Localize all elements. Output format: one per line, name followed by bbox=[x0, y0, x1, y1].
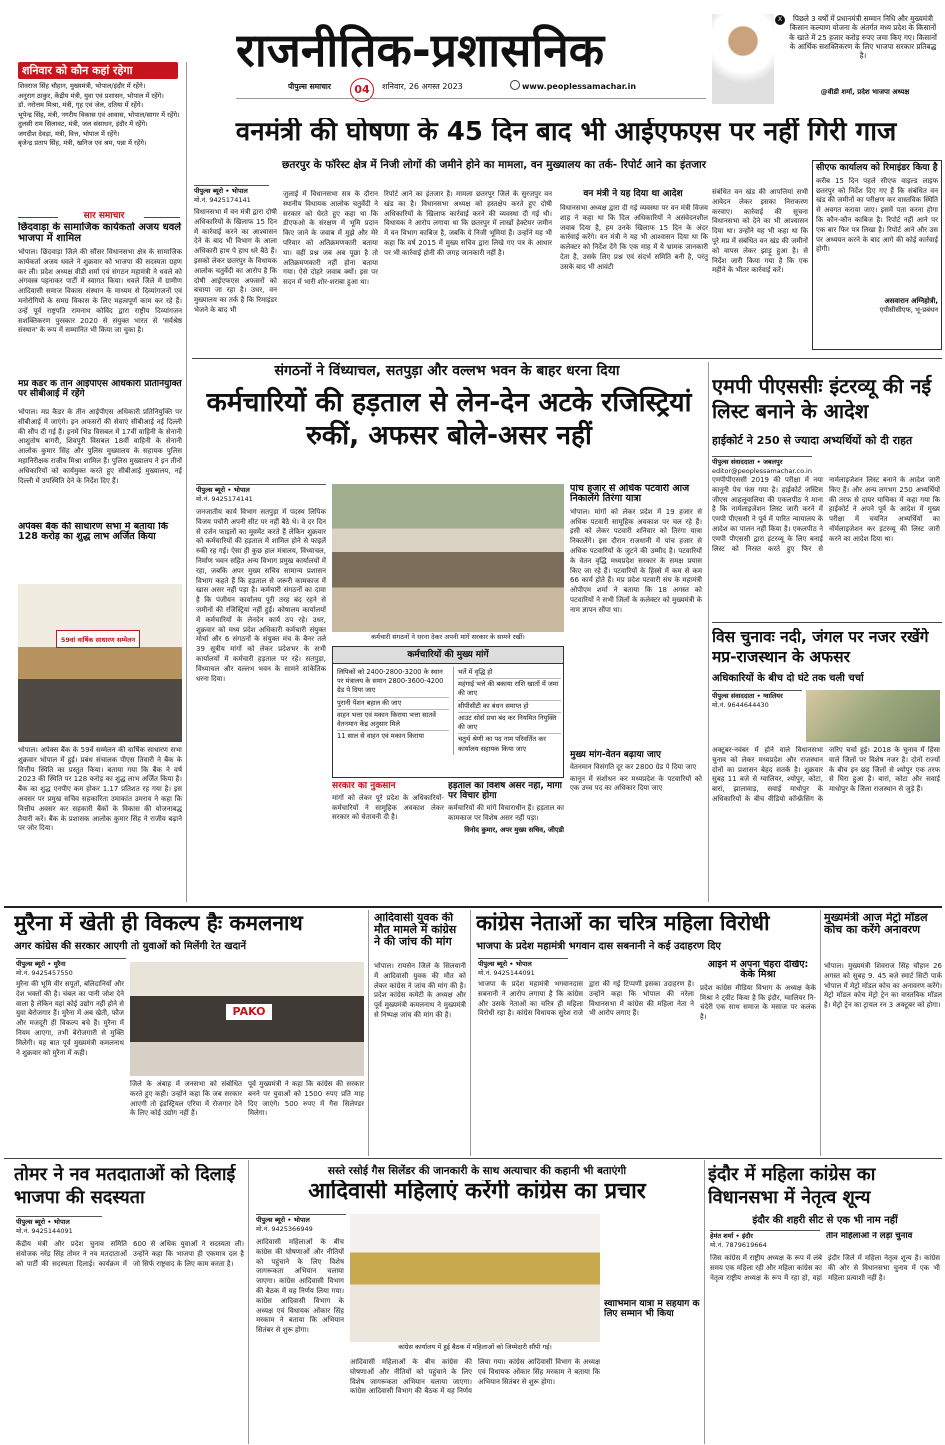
byline: पीपुल्स ब्यूरो • भोपाल मो.नं. 9425144091 bbox=[16, 1216, 102, 1236]
strike-kicker: संगठनों ने विंध्याचल, सतपुड़ा और वल्लभ भवन के बाहर धरना दिया bbox=[274, 363, 620, 379]
avatar bbox=[712, 14, 774, 104]
strike-photo bbox=[332, 484, 564, 632]
cf-box-headline: सीएफ कार्यालय को रिमाइंडर किया है bbox=[816, 163, 938, 173]
metro-body: भोपाल। मुख्यमंत्री शिवराज सिंह चौहान 26 अगस्त को सुबह 9. 45 बजे स्मार्ट सिटी पार्क भोपाल में मेट्रो मॉडल कोच का अनावरण करेंगे। मेट्रो मॉडल कोच मेट्रो ट्रेन का वास्तविक मॉडल है। मेट्रो ट्रेन का ट्रायल रन 3 अक्टूबर को होगा। bbox=[824, 962, 942, 1010]
kamalnath-col-1: मुरैना की भूमि वीर सपूतों, बलिदानियों और देश भक्तों की है। चंबल का पानी जोश देने वाला है लेकिन यहां कोई उद्योग नहीं होने से युवा बेरोजगार हैं। मुरैना में अब खेती, फौज और मजदूरी ही विकल्प बचे हैं। मुरैना में नियम आएगा, तभी बेरोजगारी से मुक्ति मिलेगी। यह बात पूर्व मुख्यमंत्री कमलनाथ ने शुक्रवार को मुरैना में कही। bbox=[16, 980, 124, 1057]
cf-box-sign: एपीसीसीएफ, भू-प्रबंधन bbox=[879, 306, 938, 315]
kamalnath-headline: मुरैना में खेती ही विकल्प हैः कमलनाथ bbox=[14, 912, 303, 935]
election-subhead: अधिकारियों के बीच दो घंटे तक चली चर्चा bbox=[712, 673, 864, 684]
masthead-quote: पिछले 3 वर्षों में प्रधानमंत्री सम्मान निधि और मुख्यमंत्री किसान कल्याण योजना के अंतर्गत मध्य प्रदेश के किसानों के खाते में 25 हजार करोड़ रुपए जमा किए गए। किसानों के आर्थिक सशक्तिकरण के लिए भाजपा सरकार प्रतिबद्ध है। bbox=[789, 14, 937, 61]
list-item: भर्ते में वृद्धि हो bbox=[458, 667, 561, 679]
byline: पीपुल्स संवाददाता • ग्वालियर मो.नं. 9644644430 bbox=[712, 690, 802, 710]
list-item: महंगाई भत्ते की बकाया राशि खातों में जमा की जाए bbox=[458, 679, 561, 700]
schedule-item: शिवराज सिंह चौहान, मुख्यमंत्री, भोपाल/इंदौर में रहेंगे। bbox=[18, 82, 146, 90]
lead-col-1: विधानसभा में वन मंत्री द्वारा दोषी अधिकारियों के खिलाफ 15 दिन में कार्रवाई करने का आश्वासन देने के बाद भी विभाग के आला अधिकारी हाथ पे हाथ धरे बैठे हैं। इसको लेकर छतरपुर के विधायक आलोक चतुर्वेदी का आरोप है कि दोषी आईएफएस अफसरों को बचाया जा रहा है। उधर, वन मुख्यालय का तर्क है कि रिमाइंडर भेजने के बाद भी bbox=[194, 208, 277, 314]
lead-subhead: छतरपुर के फॉरेस्ट क्षेत्र में निजी लोगों की जमीने होने का मामला, वन मुख्यालय का तर्क- रिपोर्ट आने का इंतजार bbox=[281, 159, 707, 171]
indore-subhead-2: तीन महिलाओं ने लड़ा चुनाव bbox=[826, 1232, 913, 1241]
patwari-body: भोपाल। मांगों को लेकर प्रदेश में 19 हजार से अधिक पटवारी सामूहिक अवकाश पर चल रहे हैं। इसी को लेकर पटवारी शनिवार को तिरंगा यात्रा निकालेंगे। इस दौरान राजधानी में पांच हजार से अधिक पटवारियों के जुटने की उम्मीद है। पटवारियों के वेतन वृद्धि मध्यप्रदेश सरकार के समक्ष प्रयास किए जा रहे हैं। पटवारियों के हिस्से में कम से कम 66 कार्य होते हैं। मप्र प्रदेश पटवारी संघ के महामंत्री ओपीएम शर्मा ने बताया कि 18 अगस्त को पटवारियों ने सभी जिलों के कलेक्टर को मुख्यमंत्री के नाम ज्ञापन सौंपा था। bbox=[570, 507, 702, 614]
list-item: आउट सोर्स प्रथा बंद कर नियमित नियुक्ति की जाए bbox=[458, 713, 561, 734]
lead-subheading: वन मंत्री ने यह दिया था आदेश bbox=[583, 189, 683, 199]
story-headline: मप्र कैडर के तीन आईपीएस अधिकारी प्रतिनियुक्ति पर सीबीआई में रहेंगे bbox=[18, 380, 182, 399]
list-item: कानून में संशोधन कर मध्यप्रदेश के पटवारियों को एक उच्च पद का अधिकार दिया जाए bbox=[570, 774, 702, 793]
adivasi-kicker: सस्ते रसोई गैस सिलेंडर की जानकारी के साथ अत्याचार की कहानी भी बताएंगी bbox=[327, 1165, 627, 1177]
lead-headline: वनमंत्री की घोषणा के 45 दिन बाद भी आईएफएस पर नहीं गिरी गाज bbox=[235, 118, 897, 147]
demands-title: कर्मचारियों की मुख्य मांगें bbox=[333, 647, 563, 664]
quote-author: @वीडी शर्मा, प्रदेश भाजपा अध्यक्ष bbox=[820, 88, 910, 96]
special-headline: हड़ताल का विशेष असर नहीं, मांगों पर विचार होगा bbox=[448, 782, 563, 801]
indore-body: जिस कांग्रेस में राष्ट्रीय अध्यक्ष के रूप में लंबे समय एक महिला रही और महिला कांग्रेस का नेतृत्व राष्ट्रीय अध्यक्ष के रूप में रहा हो, वहां इंदौर जिले में महिला नेतृत्व शून्य है। कांग्रेस की ओर से विधानसभा चुनाव में एक भी महिला प्रत्याशी नहीं है। bbox=[710, 1254, 940, 1282]
map-photo bbox=[806, 690, 940, 742]
adivasi-body-2: आदिवासी महिलाओं के बीच कांग्रेस की घोषणाओं और नीतियों को पहुंचाने के लिए विशेष जागरूकता अभियान चलाया जाएगा। कांग्रेस आदिवासी विभाग की बैठक में यह निर्णय लिया गया। कांग्रेस आदिवासी विभाग के अध्यक्ष एवं विधायक ओंकार सिंह मरकाम ने बताया कि अभियान सितंबर से शुरू होगा। bbox=[350, 1358, 600, 1396]
tomar-headline: तोमर ने नव मतदाताओं को दिलाई भाजपा की सदस्यता bbox=[14, 1164, 236, 1208]
schedule-item: डॉ. नरोत्तम मिश्रा, मंत्री, गृह एवं जेल, दतिया में रहेंगे। bbox=[18, 101, 144, 110]
story-headline: छिंदवाड़ा के सामाजिक कार्यकर्ता अजय धवले भाजपा में शामिल bbox=[18, 222, 182, 244]
list-item: वेतनमान विसंगति दूर कर 2800 ग्रेड पे दिया जाए bbox=[570, 762, 697, 771]
lead-col-3: रिपोर्ट आने का इंतजार है। मामला छतरपुर जिले के सुरजपुर वन खंड का है। विधानसभा अध्यक्ष को हस्तक्षेप करते हुए दोषी अधिकारियों के खिलाफ कार्रवाई करने की व्यवस्था दी गई थी। विधायक ने आरोप लगाया था कि छतरपुर में लाखों हेक्टेयर जमीन में वन विभाग काबिज है, जबकि ये निजी भूमियां हैं। उन्होंने यह भी कहा कि वर्ष 2015 में मुख्य सचिव द्वारा लिखे गए पत्र के आधार पर भी कार्रवाई होनी की जगह जानकारी नहीं है। bbox=[384, 190, 552, 257]
lead-col-4: विधानसभा अध्यक्ष द्वारा दी गई व्यवस्था पर वन मंत्री विजय शाह ने कहा था कि दिल अधिकारियों ने असंवेदनशील जवाब दिया है, हम उनके खिलाफ 15 दिन के अंदर कार्रवाई करेंगे। वन मंत्री ने यह भी आश्वासन दिया था कि कलेक्टर को निर्देश देंगे कि एक माह में ये भ्रामक जानकारी देता है, उसके लिए प्रश्न एवं संदर्भ समिति बनी है, परंतु उसके बाद भी आवंटी bbox=[560, 204, 708, 271]
byline: पीपुल्स ब्यूरो • भोपाल मो.नं. 9425174141 bbox=[194, 185, 269, 205]
saar-title: सार समाचार bbox=[83, 211, 125, 221]
demands-right bbox=[453, 667, 561, 755]
byline: पीपुल्स ब्यूरो • भोपाल मो.नं. 9425174141 bbox=[196, 484, 326, 504]
election-headline: विस चुनावः नदी, जंगल पर नजर रखेंगे मप्र-राजस्थान के अफसर bbox=[712, 628, 929, 666]
section-title: राजनीतिक-प्रशासनिक bbox=[236, 23, 605, 77]
story-body: भोपाल। छिंदवाड़ा जिले की सौंसर विधानसभा क्षेत्र के सामाजिक कार्यकर्ता अजय धवले ने शुक्रवार को भाजपा की सदस्यता ग्रहण कर ली। प्रदेश अध्यक्ष वीडी शर्मा एवं संगठन महामंत्री ने धवले को अंगवस्त्र पहनाकर पार्टी में स्वागत किया। धवले जिले में ग्रामीण आदिवासी समाज विकास संस्थान के माध्यम से दिव्यांगजनों एवं मनोरोगियों के समग्र विकास के लिए महत्वपूर्ण काम कर रहे हैं। उन्हें पूर्व राष्ट्रपति रामनाथ कोविंद द्वारा राष्ट्रीय दिव्यांगजन सशक्तिकरण पुरस्कार 2020 से संयुक्त भारत से 'सर्वश्रेष्ठ संस्थान' के रूप में सम्मानित भी किया जा चुका है। bbox=[18, 248, 182, 335]
list-item: पुरानी पेंशन बहाल की जाए bbox=[337, 698, 449, 710]
women-congress-headline: कांग्रेस नेताओं का चरित्र महिला विरोधी bbox=[476, 912, 770, 935]
cf-box-body: करीब 15 दिन पहले सीएफ वाइल्ड लाइफ छतरपुर को निर्देश दिए गए हैं कि संबंधित वन खंड की जमीनों का परीक्षण कर वास्तविक स्थिति से अवगत कराया जाए। इसमें पता करना होगा कि कौन-कौन काबिज है। रिपोर्ट नहीं आने पर एक बार फिर पत्र लिखा है। रिपोर्ट आने और उस पर अध्ययन करने के बाद आगे की कोई कार्रवाई होगी। bbox=[816, 176, 938, 254]
schedule-item: भूपेन्द्र सिंह, मंत्री, नगरीय विकास एवं आवास, भोपाल/सागर में रहेंगे। bbox=[18, 110, 180, 119]
kamalnath-col-2: जिले के अंबाह में जनसभा को संबोधित करते हुए कही। उन्होंने कहा कि जब सरकार आएगी तो इंडस्ट्रियल एरिया में रोजगार देने के लिए कोई उद्योग नहीं हैं। bbox=[130, 1080, 242, 1118]
list-item: वाहन भत्ता एवं मकान किराया भत्ता सातवें वेतनमान केंद्र अनुसार मिले bbox=[337, 710, 449, 731]
story-headline: अपेक्स बैंक की साधारण सभा में बताया कि 128 करोड़ का शुद्ध लाभ अर्जित किया bbox=[18, 522, 169, 543]
x-logo-icon: X bbox=[775, 15, 785, 25]
adivasi-body: आदिवासी महिलाओं के बीच कांग्रेस की घोषणाओं और नीतियों को पहुंचाने के लिए विशेष जागरूकता अभियान चलाया जाएगा। कांग्रेस आदिवासी विभाग की बैठक में यह निर्णय लिया गया। कांग्रेस आदिवासी विभाग के अध्यक्ष एवं विधायक ओंकार सिंह मरकाम ने बताया कि अभियान सितंबर से शुरू होगा। bbox=[256, 1238, 344, 1335]
story-body: भोपाल। अपेक्स बैंक के 59वें सम्मेलन की वार्षिक साधारण सभा शुक्रवार भोपाल में हुई। प्रबंध संचालक पीएस तिवारी ने बैंक के वित्तीय स्थिति का प्रस्तुत किया। बताया गया कि बैंक ने वर्ष 2023 की स्थिति पर 128 करोड़ का शुद्ध लाभ अर्जित किया है। बैंक का शुद्ध एनपीए कम होकर 1.17 प्रतिशत रह गया है। इस अवसर पर प्रमुख सचिव सहकारिता उमाकांत उमराव ने कहा कि वित्तीय अवसर कर सहकारी बैंकों के विकास की योजनाबद्ध तैयारी करें। बैंक के प्रशासक आलोक कुमार सिंह ने राजीव बढ़ाने पर जोर दिया। bbox=[18, 746, 182, 833]
photo-caption: कांग्रेस कार्यालय में हुई बैठक में महिलाओं को जिम्मेदारी सौंपी गई। bbox=[398, 1343, 552, 1351]
schedule-item: अनुराग ठाकुर, केंद्रीय मंत्री, युवा एवं प्रशासन, भोपाल में रहेंगे। bbox=[18, 91, 164, 100]
tribal-headline: आदिवासी युवक की मौत मामले में कांग्रेस ने की जांच की मांग bbox=[374, 912, 457, 949]
list-item: चतुर्थ श्रेणी का पद नाम परिवर्तित कर कार्यालय सहायक किया जाए bbox=[458, 735, 547, 753]
schedule-item: जगदीश देवड़ा, मंत्री, वित्त, भोपाल में रहेंगे। bbox=[18, 129, 120, 138]
tomar-body: केंद्रीय मंत्री और प्रदेश चुनाव समिति संयोजक नरेंद्र सिंह तोमर ने नव मतदाताओं को पार्टी की सदस्यता दिलाई। कार्यक्रम में 600 से अधिक युवाओं ने सदस्यता ली। उन्होंने कहा कि भाजपा ही एकमात्र दल है जो सिर्फ राष्ट्रवाद के लिए काम करता है। bbox=[16, 1240, 244, 1268]
photo-banner: 59वां वार्षिक साधारण सम्मेलन bbox=[56, 630, 140, 648]
left-column bbox=[4, 62, 184, 932]
schedule-title: शनिवार को कौन कहां रहेगा bbox=[18, 62, 178, 79]
lead-col-5: संबंधित वन खंड की आपत्तियां सभी आवेदन लेकर इसका निराकरण करवाए। कार्रवाई की सूचना विधानसभा को देने का भी आश्वासन दिया था। उन्होंने यह भी कहा था कि पूरे मप्र में संबंधित वन खंड की जमीनों को वापस लेकर झाड़ू हुआ है। से निर्देश जारी किया गया है कि एक महीने के भीतर कार्रवाई करें। bbox=[712, 188, 808, 275]
patwari-story bbox=[570, 484, 702, 904]
masthead-url[interactable]: www.peoplessamachar.in bbox=[522, 82, 637, 91]
women-congress-body: भाजपा के प्रदेश महामंत्री भगवानदास सबनानी ने आरोप लगाया है कि कांग्रेस और उसके नेताओं का चरित्र ही महिला विरोधी रहा है। कांग्रेस विधायक सुरेश राजे द्वारा की गई टिप्पणी इसका उदाहरण है। उन्होंने कहा कि भोपाल की नरेला विधानसभा में कांग्रेस की महिला नेता ने भी आरोप लगाए हैं। bbox=[478, 980, 694, 1018]
metro-headline: मुख्यमंत्री आज मेट्रो मॉडल कोच का करेंगे अनावरण bbox=[824, 912, 928, 937]
special-body: कर्मचारियों की मांगें विचाराधीन हैं। हड़ताल का कामकाज पर विशेष असर नहीं पड़ा। bbox=[448, 803, 564, 822]
meeting-photo bbox=[350, 1214, 600, 1342]
adivasi-headline: आदिवासी महिलाएं करेंगी कांग्रेस का प्रचार bbox=[308, 1180, 646, 1204]
lead-col-2: जुलाई में विधानसभा सत्र के दौरान स्थानीय विधायक आलोक चतुर्वेदी ने सरकार को घेरते हुए कहा था कि डीएफओ के संरक्षण में भूमि प्रदान किए जाने के जवाब में मुझे और मेरे परिवार को अतिक्रमणकारी बताया था। वहीं प्रश्न जब अब पूछा है तो अतिक्रमणकारी नहीं होना बताया गया। ऐसे दोहरे जवाब क्यों। इस पर सदन में भारी शोर-शराबा हुआ था। bbox=[283, 190, 378, 287]
kamalnath-col-3: पूर्व मुख्यमंत्री ने कहा कि कांग्रेस की सरकार बनने पर युवाओं को 1500 रुपए प्रति माह दिए जाएंगे। 500 रुपए में गैस सिलेण्डर मिलेगा। bbox=[248, 1080, 364, 1118]
special-sign: विनोद कुमार, अपर मुख्य सचिव, जीएडी bbox=[464, 826, 564, 835]
byline: पीपुल्स ब्यूरो • मुरैना मो.नं. 9425457550 bbox=[16, 958, 126, 978]
schedule-item: तुलसी राम सिलावट, मंत्री, जल संसाधन, इंदौर में रहेंगे। bbox=[18, 120, 148, 129]
indore-subhead: इंदौर की शहरी सीट से एक भी नाम नहीं bbox=[752, 1215, 898, 1226]
side-headline: आइने में अपना चेहरा देखिए: केके मिश्रा bbox=[707, 960, 809, 981]
cf-box-sign: असवारान अग्निहोत्री, bbox=[884, 296, 938, 305]
byline: पीपुल्स ब्यूरो • भोपाल मो.नं. 9425366949 bbox=[256, 1214, 346, 1234]
globe-icon bbox=[510, 80, 520, 90]
loss-box bbox=[332, 782, 444, 902]
demands-left bbox=[337, 667, 449, 743]
women-congress-subhead: भाजपा के प्रदेश महामंत्री भगवान दास सबनानी ने कई उदाहरण दिए bbox=[476, 941, 721, 952]
byline: हेमंत शर्मा • इंदौर मो.नं. 7879619664 bbox=[710, 1230, 820, 1250]
list-item: 11 साल से वाहन एवं मकान किराया bbox=[337, 732, 424, 741]
page-number: 04 bbox=[350, 78, 374, 102]
cf-box bbox=[812, 160, 942, 350]
side-box bbox=[700, 960, 816, 1154]
bank-event-photo bbox=[18, 584, 182, 742]
mppsc-subhead: हाईकोर्ट ने 250 से ज्यादा अभ्यर्थियों को दी राहत bbox=[712, 434, 913, 447]
byline: पीपुल्स संवाददाता • जबलपुर editor@peoplessamachar.co.in bbox=[712, 458, 812, 475]
schedule-list bbox=[18, 82, 182, 212]
kamalnath-subhead: अगर कांग्रेस की सरकार आएगी तो युवाओं को मिलेंगी रेत खदानें bbox=[14, 941, 247, 952]
list-item: सीपीसीटी का बंधन समाप्त हो bbox=[458, 701, 561, 713]
loss-headline: सरकार को नुकसान bbox=[332, 782, 396, 791]
mppsc-body: एमपीपीएससी 2019 की परीक्षा में नया कानूनी पेच फंस गया है। हाईकोर्ट जस्टिस जीएस आहलूवालिया की एकलपीठ ने माना है कि नार्मलाइजेशन लिस्ट जारी करने में एमपी पीएससी ने पूर्व में पारित न्यायालय के आदेश का पालन नहीं किया है। एकलपीठ ने एमपी पीएससी द्वारा इंटरव्यू के लिए बनाई लिस्ट को निरस्त करते हुए फिर से नार्मलाइजेशन लिस्ट बनाने के आदेश जारी किए हैं। और अन्य लगभग 250 अभ्यर्थियों की तरफ से दायर याचिका में कहा गया कि हाईकोर्ट ने अपने पूर्व के आदेश में मुख्य परीक्षा में चयनित अभ्यर्थियों का नॉर्मलाइजेशन कर इंटरव्यू की लिस्ट जारी करने का आदेश दिया था। bbox=[712, 476, 940, 553]
mppsc-headline: एमपी पीएससीः इंटरव्यू की नई लिस्ट बनाने के आदेश bbox=[712, 374, 932, 423]
adivasi-subhead: स्वाभिमान यात्रा में सहयोग के लिए सम्मान भी किया bbox=[604, 1300, 700, 1319]
side-body: प्रदेश कांग्रेस मीडिया विभाग के अध्यक्ष केके मिश्रा ने ट्वीट किया है कि इंदौर, ग्वालियर नि-चंदेरी एक साथ समाज के मसाज पर कलंक है। bbox=[700, 983, 816, 1022]
demands-box bbox=[332, 646, 564, 778]
story-body: भोपाल। मप्र कैडर के तीन आईपीएस अधिकारी प्रतिनियुक्ति पर सीबीआई में जाएंगे। इन अफसरों की सेवाएं सीबीआई नई दिल्ली की सौंप दी गई हैं। इनमें भिंड विसबल में 17वीं वाहिनी के सेनानी आशुतोष बागरी, शिवपुरी विसबल 18वीं वाहिनी के सेनानी आलोक कुमार सिंह और पुलिस मुख्यालय के सहायक पुलिस महानिरीक्षक राजीव मिश्रा शामिल हैं। पुलिस मुख्यालय ने इन तीनों अधिकारियों को कार्यमुक्त करते हुए सीबीआई मुख्यालय, नई दिल्ली में उपस्थिति देने के निर्देश दिए हैं। bbox=[18, 408, 182, 485]
indore-headline: इंदौर में महिला कांग्रेस का विधानसभा में नेतृत्व शून्य bbox=[708, 1164, 876, 1208]
patwari-subhead: मुख्य मांग-वेतन बढ़ाया जाए bbox=[570, 749, 661, 760]
strike-headline: कर्मचारियों की हड़ताल से लेन-देन अटके रजिस्ट्रियां रुकीं, अफसर बोले-असर नहीं bbox=[206, 387, 692, 452]
loss-body: मांगों को लेकर पूरे प्रदेश के अधिकारियों-कर्मचारियों ने सामूहिक अवकाश लेकर सरकार को चेतावनी दी है। bbox=[332, 793, 444, 822]
schedule-item: बृजेन्द्र प्रताप सिंह, मंत्री, खनिज एवं श्रम, पन्ना में रहेंगे। bbox=[18, 139, 147, 148]
tribal-body: भोपाल। रायसेन जिले के सिलवानी में आदिवासी युवक की मौत को लेकर कांग्रेस ने जांच की मांग की है। प्रदेश कांग्रेस कमेटी के अध्यक्ष और पूर्व मुख्यमंत्री कमलनाथ ने मुख्यमंत्री से निष्पक्ष जांच की मांग की है। bbox=[374, 962, 466, 1019]
strike-body: जनजातीय कार्य विभाग सतपुड़ा में पदस्थ लिपिक विजय पचौरी अपनी सीट पर नहीं बैठे थे। वे दर दिन से दर्जन फाइलों का मूवमेंट करते हैं लेकिन शुक्रवार को कर्मचारियों की हड़ताल में शामिल होने से फाइलें रुकी रह गईं। ऐसा ही कुछ हाल मंत्रालय, विंध्याचल, निर्माण भवन सहित अन्य विभाग प्रमुख कार्यालयों में रहा, जबकि अपर मुख्य सचिव सामान्य प्रशासन विभाग कहते हैं कि हड़ताल से जरूरी कामकाज में खास असर नहीं पड़ा है। कर्मचारी संगठनों का दावा है कि पंजीयन कार्यालय पूरी तरह बंद रहने से जमीनों की रजिस्ट्रियां नहीं हुईं। कोषालय कार्यालयों में कर्मचारियों के लेनदेन कार्य ठप रहे। उधर, शुक्रवार को मध्य प्रदेश अधिकारी कर्मचारी संयुक्त मोर्चा और 6 संगठनों के संयुक्त मंच के बैनर तले 39 सूत्रीय मांगों को लेकर प्रदेशभर के सभी कार्यालयों में कर्मचारी हड़ताल पर रहे। सतपुड़ा, विंध्याचल और वल्लभ भवन के सामने सांकेतिक धरना दिया। bbox=[196, 508, 326, 683]
byline: पीपुल्स ब्यूरो • भोपाल मो.नं. 9425144091 bbox=[478, 958, 568, 978]
photo-tag: PAKO bbox=[226, 1004, 272, 1020]
masthead-date: शनिवार, 26 अगस्त 2023 bbox=[382, 82, 463, 91]
list-item: लिपिकों को 2400-2800-3200 के स्थान पर मंत्रालय के समान 2800-3600-4200 ग्रेड पे दिया जाए bbox=[337, 667, 449, 698]
special-box bbox=[448, 782, 564, 902]
masthead-paper: पीपुल्स समाचार bbox=[288, 82, 331, 91]
patwari-headline: पांच हजार से अधिक पटवारी आज निकालेंगे तिरंगा यात्रा bbox=[570, 484, 690, 505]
election-body: अक्टूबर-नवंबर में होने वाले विधानसभा चुनाव को लेकर मध्यप्रदेश और राजस्थान दोनों का प्रशासन बेहद सतर्क है। शुक्रवार सुबह 11 बजे से ग्वालियर, श्योपुर, कोटा, बारां, झालावाड़, सवाई माधोपुर के अधिकारियों के बीच वीडियो कॉन्फ्रेंसिंग के जरिए चर्चा हुई। 2018 के चुनाव में हिंसा वाले जिलों पर विशेष नजर है। दोनों राज्यों के बीच इन छह जिलों से श्योपुर एक तरफ से घिरा हुआ है। बारां, कोटा और सवाई माधोपुर के जिला राजस्थान से जुड़े हैं। bbox=[712, 746, 940, 803]
photo-caption: कर्मचारी संगठनों ने धरना देकर अपनी मांगें सरकार के सामने रखीं। bbox=[371, 633, 525, 641]
